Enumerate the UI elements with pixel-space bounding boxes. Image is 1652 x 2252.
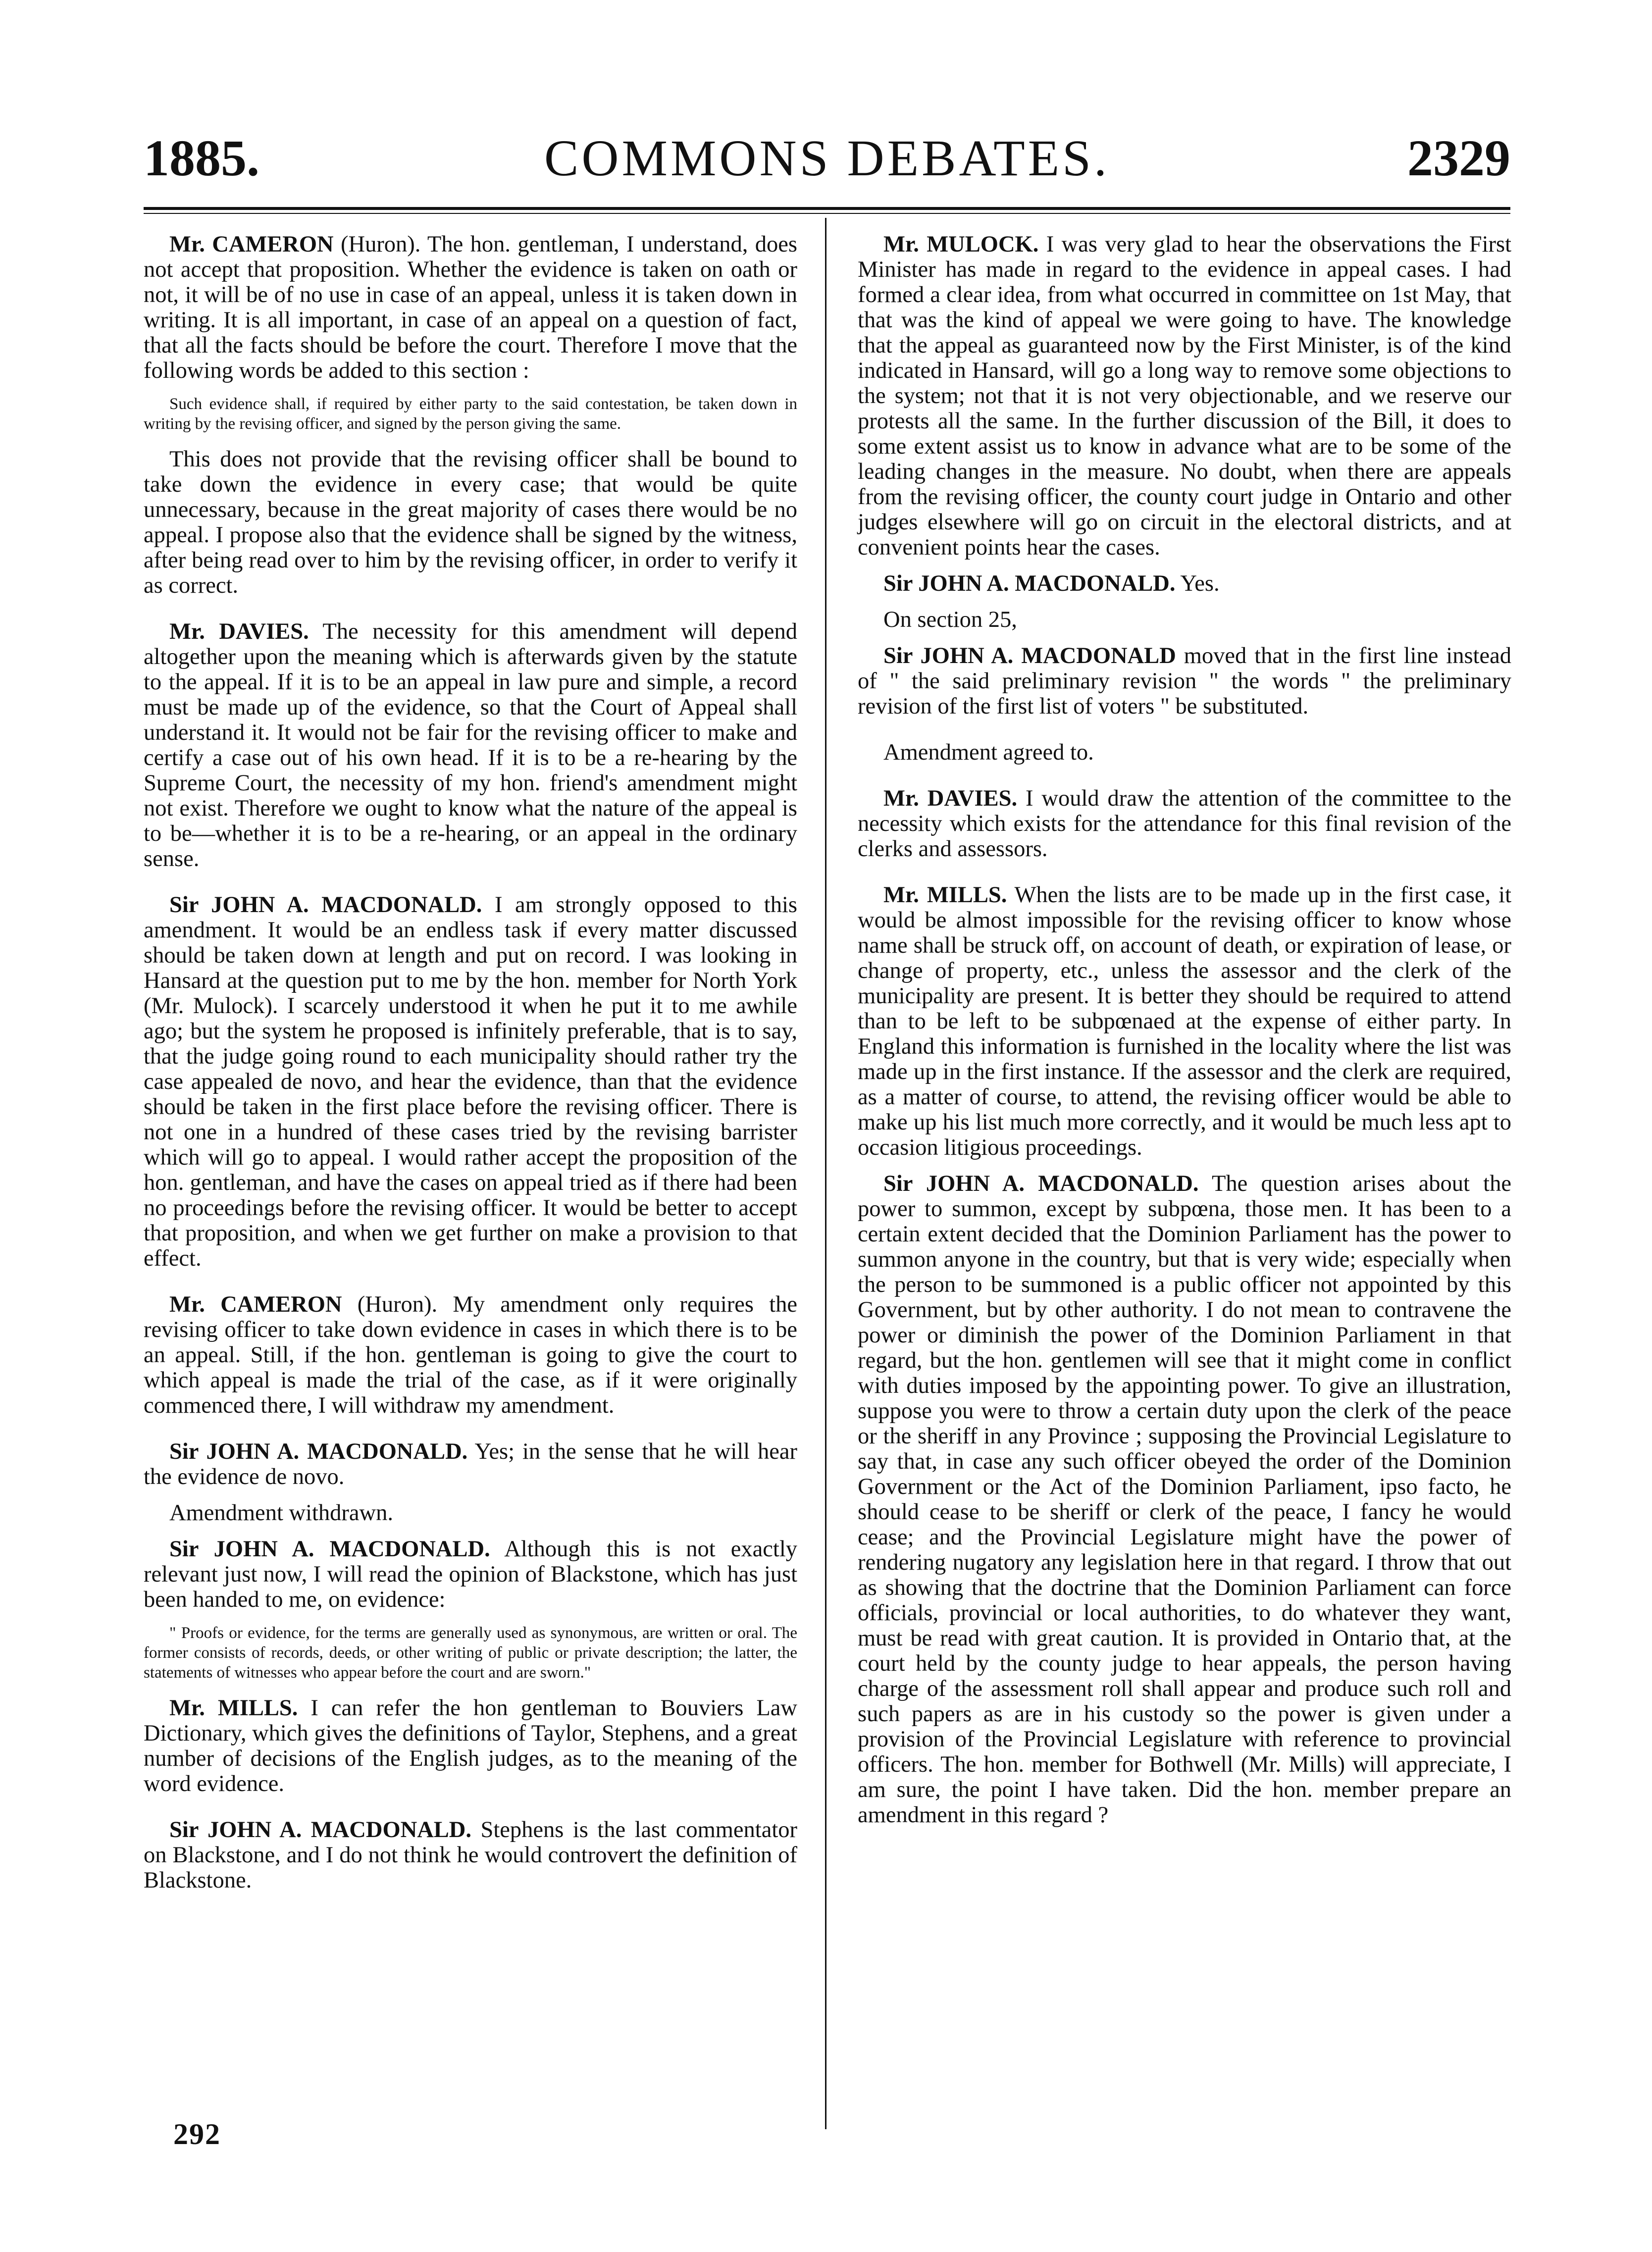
speech-text: (Huron). My amendment only requires the revising officer to take down evidence in cases in which there is to be an appeal. Still, if the hon. gentleman is going to give the court to which appeal is made the trial of the case, as if it were originally commenced there, I will withdraw my amendment. xyxy=(144,1292,798,1418)
speech-text: Stephens is the last commentator on Blackstone, and I do not think he would controvert the definition of Blackstone. xyxy=(144,1817,798,1893)
paragraph xyxy=(858,232,1511,560)
paragraph xyxy=(144,892,797,1271)
speaker-name: Sir JOHN A. MACDONALD. xyxy=(169,1536,490,1562)
speaker-name: Mr. CAMERON xyxy=(169,232,334,257)
speech-text: Yes. xyxy=(1180,571,1220,596)
speaker-name: Mr. DAVIES. xyxy=(883,786,1018,811)
speaker-name: Mr. MILLS. xyxy=(169,1695,298,1721)
speech-text: When the lists are to be made up in the first case, it would be almost impossible for the revising officer to know whose name shall be struck off, on account of death, or expiration of lease, or change of property, etc., unless the assessor and the clerk of the municipality are present. It is better they should be required to attend than to be left to be subpœnaed at the expense of either party. In England this information is furnished in the locality where the list was made up in the first instance. If the assessor and the clerk are required, as a matter of course, to attend, the revising officer would be able to make up his list much more correctly, and it would be much less apt to occasion litigious proceedings. xyxy=(858,882,1511,1160)
speech-text: I would draw the attention of the committee to the necessity which exists for the attendance for this final revision of the clerks and assessors. xyxy=(858,786,1511,862)
speech-text: Although this is not exactly relevant just now, I will read the opinion of Blackstone, which has just been handed to me, on evidence: xyxy=(144,1536,798,1612)
paragraph xyxy=(144,447,797,598)
header-title: COMMONS DEBATES. xyxy=(544,130,1110,187)
speaker-name: Mr. DAVIES. xyxy=(169,619,309,644)
right-column xyxy=(858,232,1511,1839)
speech-text: I can refer the hon gentleman to Bouviers Law Dictionary, which gives the definitions of Taylor, Stephens, and a great number of decisions of the English judges, as to the meaning of the word evidence. xyxy=(144,1695,798,1796)
paragraph xyxy=(144,1695,797,1796)
speaker-name: Sir JOHN A. MACDONALD. xyxy=(169,892,482,918)
speaker-name: Sir JOHN A. MACDONALD xyxy=(883,643,1176,668)
speaker-name: Sir JOHN A. MACDONALD. xyxy=(169,1817,471,1843)
speaker-name: Sir JOHN A. MACDONALD. xyxy=(169,1439,468,1464)
speech-text: The question arises about the power to summon, except by subpœna, those men. It has been to a certain extent decided that the Dominion Parliament has the power to summon anyone in the country, but that is very wide; especially when the person to be summoned is a public officer not appointed by this Government, but by other authority. I do not mean to contravene the power or diminish the power of the Dominion Parliament in that regard, but the hon. gentlemen will see that it might come in conflict with duties imposed by the appointing power. To give an illustration, suppose you were to throw a certain duty upon the clerk of the peace or the sheriff in any Province ; supposing the Provincial Legislature to say that, in case any such officer obeyed the order of the Dominion Government or the Act of the Dominion Parliament, ipso facto, he should cease to be sheriff or clerk of the peace, I fancy he would cease; and the Provincial Legislature might have the power of rendering nugatory any legislation here in that regard. I throw that out as showing that the doctrine that the Dominion Parliament can force officials, provincial or local authorities, to do whatever they want, must be read with great caution. It is provided in Ontario that, at the court held by the county judge to hear appeals, the person having charge of the assessment roll shall appear and produce such roll and such papers as are in his custody so the power is given under a provision of the Provincial Legislature with reference to provincial officers. The hon. member for Bothwell (Mr. Mills) will appreciate, I am sure, the point I have taken. Did the hon. member prepare an amendment in this regard ? xyxy=(858,1171,1511,1828)
paragraph xyxy=(144,1817,797,1893)
paragraph xyxy=(144,1292,797,1418)
paragraph xyxy=(858,571,1511,596)
paragraph xyxy=(144,232,797,383)
speaker-name: Mr. MILLS. xyxy=(883,882,1007,908)
paragraph xyxy=(144,619,797,871)
header-year: 1885. xyxy=(144,130,259,187)
speaker-name: Sir JOHN A. MACDONALD. xyxy=(883,571,1176,596)
speech-text: Yes; in the sense that he will hear the evidence de novo. xyxy=(144,1439,798,1489)
paragraph xyxy=(144,1439,797,1489)
speech-text: On section 25, xyxy=(883,607,1017,632)
speaker-name: Mr. CAMERON xyxy=(169,1292,342,1317)
speech-text: Amendment agreed to. xyxy=(883,740,1094,765)
speech-text: This does not provide that the revising officer shall be bound to take down the evidence in every case; that would be quite unnecessary, because in the great majority of cases there would be no appeal. I propose also that the evidence shall be signed by the witness, after being read over to him by the revising officer, in order to verify it as correct. xyxy=(144,447,797,598)
paragraph xyxy=(858,643,1511,719)
speech-text: The necessity for this amendment will depend altogether upon the meaning which is afterwards given by the statute to the appeal. If it is to be an appeal in law pure and simple, a record must be made up of the evidence, so that the Court of Appeal shall understand it. It would not be fair for the revising officer to make and certify a case out of his own head. If it is to be a re-hearing by the Supreme Court, the necessity of my hon. friend's amendment might not exist. Therefore we ought to know what the nature of the appeal is to be—whether it is to be a re-hearing, or an appeal in the ordinary sense. xyxy=(144,619,797,871)
header-page-number: 2329 xyxy=(1407,130,1510,187)
signature-mark: 292 xyxy=(173,2118,221,2150)
paragraph xyxy=(858,786,1511,862)
paragraph xyxy=(858,607,1511,632)
left-column xyxy=(144,232,797,1904)
paragraph xyxy=(144,1536,797,1612)
speaker-name: Sir JOHN A. MACDONALD. xyxy=(883,1171,1199,1196)
speech-text: (Huron). The hon. gentleman, I understand, does not accept that proposition. Whether the evidence is taken on oath or not, it will be of no use in case of an appeal, unless it is taken down in writing. It is all important, in case of an appeal on a question of fact, that all the facts should be before the court. Therefore I move that the following words be added to this section : xyxy=(144,232,798,383)
block-quote: " Proofs or evidence, for the terms are generally used as synonymous, are written or oral. The former consists of records, deeds, or other writing of public or private description; the latter, the statements of witnesses who appear before the court and are sworn." xyxy=(144,1624,797,1682)
paragraph xyxy=(858,882,1511,1160)
speech-text: I was very glad to hear the observations the First Minister has made in regard to the evidence in appeal cases. I had formed a clear idea, from what occurred in committee on 1st May, that that was the kind of appeal we were going to have. The knowledge that the appeal as guaranteed now by the First Minister, is of the kind indicated in Hansard, will go a long way to remove some objections to the system; not that it is not very objectionable, and we reserve our protests all the same. In the further discussion of the Bill, it does to some extent assist us to know in advance what are to be some of the leading changes in the measure. No doubt, when there are appeals from the revising officer, the county court judge in Ontario and other judges elsewhere will go on circuit in the electoral districts, and at convenient points hear the cases. xyxy=(858,232,1511,560)
paragraph xyxy=(144,1500,797,1526)
speaker-name: Mr. MULOCK. xyxy=(883,232,1039,257)
speech-text: Amendment withdrawn. xyxy=(169,1500,393,1526)
paragraph xyxy=(858,740,1511,765)
column-divider xyxy=(825,218,826,2129)
block-quote: Such evidence shall, if required by either party to the said contestation, be taken down in writing by the revising officer, and signed by the person giving the same. xyxy=(144,395,797,433)
header-rule xyxy=(144,207,1510,214)
speech-text: moved that in the first line instead of " the said preliminary revision " the words " the preliminary revision of the first list of voters " be substituted. xyxy=(858,643,1512,719)
page-header xyxy=(144,129,1510,208)
paragraph xyxy=(858,1171,1511,1828)
speech-text: I am strongly opposed to this amendment. It would be an endless task if every matter discussed should be taken down at length and put on record. I was looking in Hansard at the question put to me by the hon. member for North York (Mr. Mulock). I scarcely understood it when he put it to me awhile ago; but the system he proposed is infinitely preferable, that is to say, that the judge going round to each municipality should rather try the case appealed de novo, and hear the evidence, than that the evidence should be taken in the first place before the revising officer. There is not one in a hundred of these cases tried by the revising barrister which will go to appeal. I would rather accept the proposition of the hon. gentleman, and have the cases on appeal tried as if there had been no proceedings before the revising officer. It would be better to accept that proposition, and when we get further on make a provision to that effect. xyxy=(144,892,797,1271)
